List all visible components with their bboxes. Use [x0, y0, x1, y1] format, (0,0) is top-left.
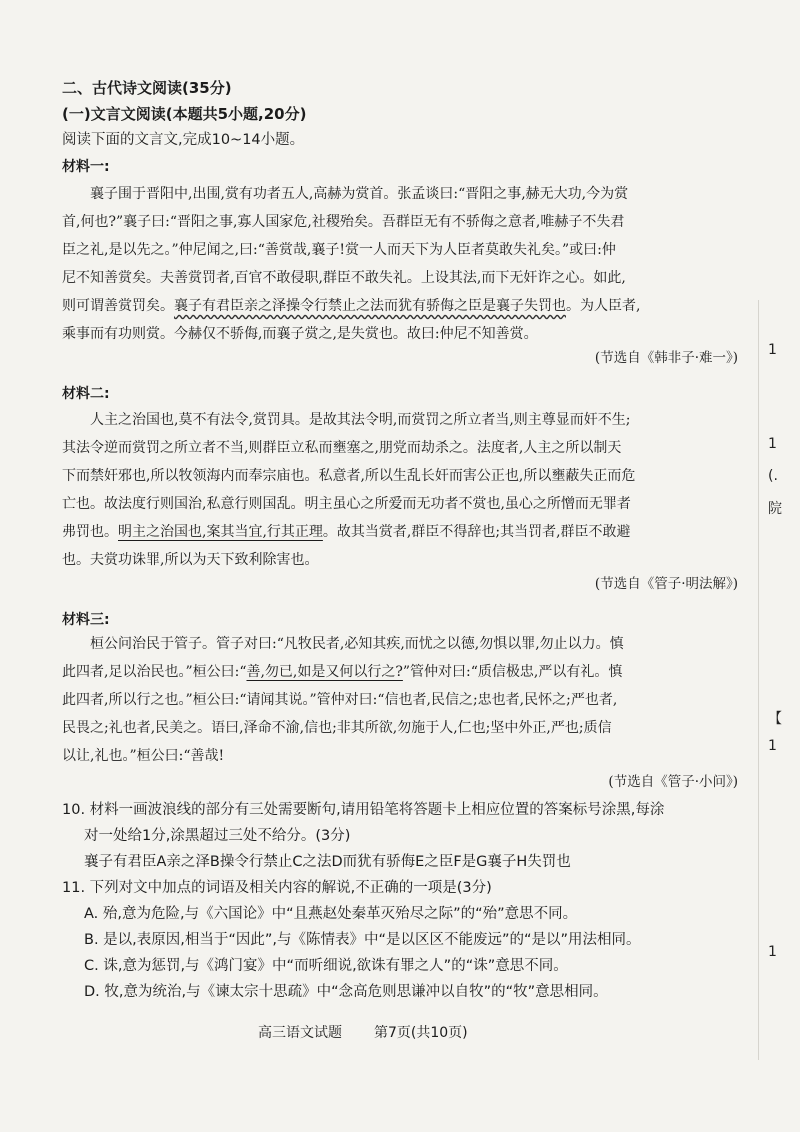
material-2-line: 下而禁奸邪也,所以牧领海内而奉宗庙也。私意者,所以生乱长奸而害公正也,所以壅蔽失正而危 [62, 468, 636, 484]
material-1-label: 材料一: [62, 159, 110, 175]
material-3-line: 桓公问治民于管子。管子对曰:“凡牧民者,必知其疾,而忧之以德,勿惧以罪,勿止以力。慎 [90, 636, 624, 652]
margin-char: 院 [768, 501, 782, 517]
material-1-text: 则可谓善赏罚矣。 [62, 298, 174, 314]
material-2-line: 也。夫赏功诛罪,所以为天下致利除害也。 [62, 552, 319, 568]
margin-char: 1 [768, 944, 777, 960]
margin-char: 1 [768, 436, 777, 452]
question-10-sentence: 襄子有君臣A亲之泽B操令行禁止C之法D而犹有骄侮E之臣F是G襄子H失罚也 [84, 854, 571, 870]
page-fold-shadow [758, 300, 759, 1060]
material-3-text: ”管仲对曰:“质信极忠,严以有礼。慎 [402, 664, 623, 680]
material-2-line: 亡也。故法度行则国治,私意行则国乱。明主虽心之所爱而无功者不赏也,虽心之所憎而无罪者 [62, 496, 631, 512]
material-3-line [62, 662, 622, 682]
material-2-source: (节选自《管子·明法解》) [594, 576, 738, 592]
material-2-line: 人主之治国也,莫不有法令,赏罚具。是故其法令明,而赏罚之所立者当,则主尊显而奸不生; [90, 412, 631, 428]
material-2-line: 其法令逆而赏罚之所立者不当,则群臣立私而壅塞之,朋党而劫杀之。法度者,人主之所以制天 [62, 440, 622, 456]
question-11-stem: 11. 下列对文中加点的词语及相关内容的解说,不正确的一项是(3分) [62, 880, 492, 896]
underlined-sentence: 善,勿已,如是又何以行之? [246, 664, 403, 680]
section-subtitle: (一)文言文阅读(本题共5小题,20分) [62, 105, 307, 123]
section-instruction: 阅读下面的文言文,完成10~14小题。 [62, 132, 305, 148]
material-1-line: 首,何也?”襄子曰:“晋阳之事,寡人国家危,社稷殆矣。吾群臣无有不骄侮之意者,唯赫子不失君 [62, 214, 625, 230]
option-b: B. 是以,表原因,相当于“因此”,与《陈情表》中“是以区区不能废远”的“是以”用法相同。 [84, 932, 641, 948]
option-c: C. 诛,意为惩罚,与《鸿门宴》中“而听细说,欲诛有罪之人”的“诛”意思不同。 [84, 958, 568, 974]
question-10-stem: 10. 材料一画波浪线的部分有三处需要断句,请用铅笔将答题卡上相应位置的答案标号涂黑,每涂 [62, 802, 665, 818]
material-3-line: 民畏之;礼也者,民美之。语曰,泽命不渝,信也;非其所欲,勿施于人,仁也;坚中外正,严也;质信 [62, 720, 612, 736]
material-1-line [62, 296, 640, 316]
material-1-line: 襄子围于晋阳中,出围,赏有功者五人,高赫为赏首。张孟谈曰:“晋阳之事,赫无大功,今为赏 [90, 186, 629, 202]
margin-char: (. [768, 468, 778, 484]
option-a: A. 殆,意为危险,与《六国论》中“且燕赵处秦革灭殆尽之际”的“殆”意思不同。 [84, 906, 578, 922]
material-2-line [62, 522, 631, 542]
margin-char: 1 [768, 738, 777, 754]
material-1-source: (节选自《韩非子·难一》) [594, 350, 738, 366]
footer-page-number: 第7页(共10页) [374, 1025, 468, 1041]
material-2-label: 材料二: [62, 386, 110, 402]
material-3-line: 以让,礼也。”桓公曰:“善哉! [62, 748, 225, 764]
material-1-text: 。为人臣者, [566, 298, 641, 314]
material-3-label: 材料三: [62, 612, 110, 628]
material-1-line: 臣之礼,是以先之。”仲尼闻之,曰:“善赏哉,襄子!赏一人而天下为人臣者莫敢失礼矣。”或曰:仲 [62, 242, 616, 258]
section-title: 二、古代诗文阅读(35分) [62, 79, 232, 97]
material-1-line: 尼不知善赏矣。夫善赏罚者,百官不敢侵职,群臣不敢失礼。上设其法,而下无奸诈之心。如此, [62, 270, 626, 286]
option-d: D. 牧,意为统治,与《谏太宗十思疏》中“念高危则思谦冲以自牧”的“牧”意思相同。 [84, 984, 608, 1000]
material-1-line: 乘事而有功则赏。今赫仅不骄侮,而襄子赏之,是失赏也。故曰:仲尼不知善赏。 [62, 326, 538, 342]
material-2-text: 弗罚也。 [62, 524, 118, 540]
wavy-underlined-sentence: 襄子有君臣亲之泽操令行禁止之法而犹有骄侮之臣是襄子失罚也 [174, 298, 566, 314]
material-3-source: (节选自《管子·小问》) [608, 774, 738, 790]
material-3-line: 此四者,所以行之也。”桓公曰:“请闻其说。”管仲对曰:“信也者,民信之;忠也者,民怀之;严也者, [62, 692, 618, 708]
material-2-text: 。故其当赏者,群臣不得辞也;其当罚者,群臣不敢避 [322, 524, 631, 540]
underlined-sentence: 明主之治国也,案其当宜,行其正理 [118, 524, 323, 540]
margin-char: 1 [768, 342, 777, 358]
margin-char: 【 [768, 711, 782, 727]
question-10-stem: 对一处给1分,涂黑超过三处不给分。(3分) [84, 828, 351, 844]
footer-subject: 高三语文试题 [258, 1025, 342, 1041]
material-3-text: 此四者,足以治民也。”桓公曰:“ [62, 664, 247, 680]
